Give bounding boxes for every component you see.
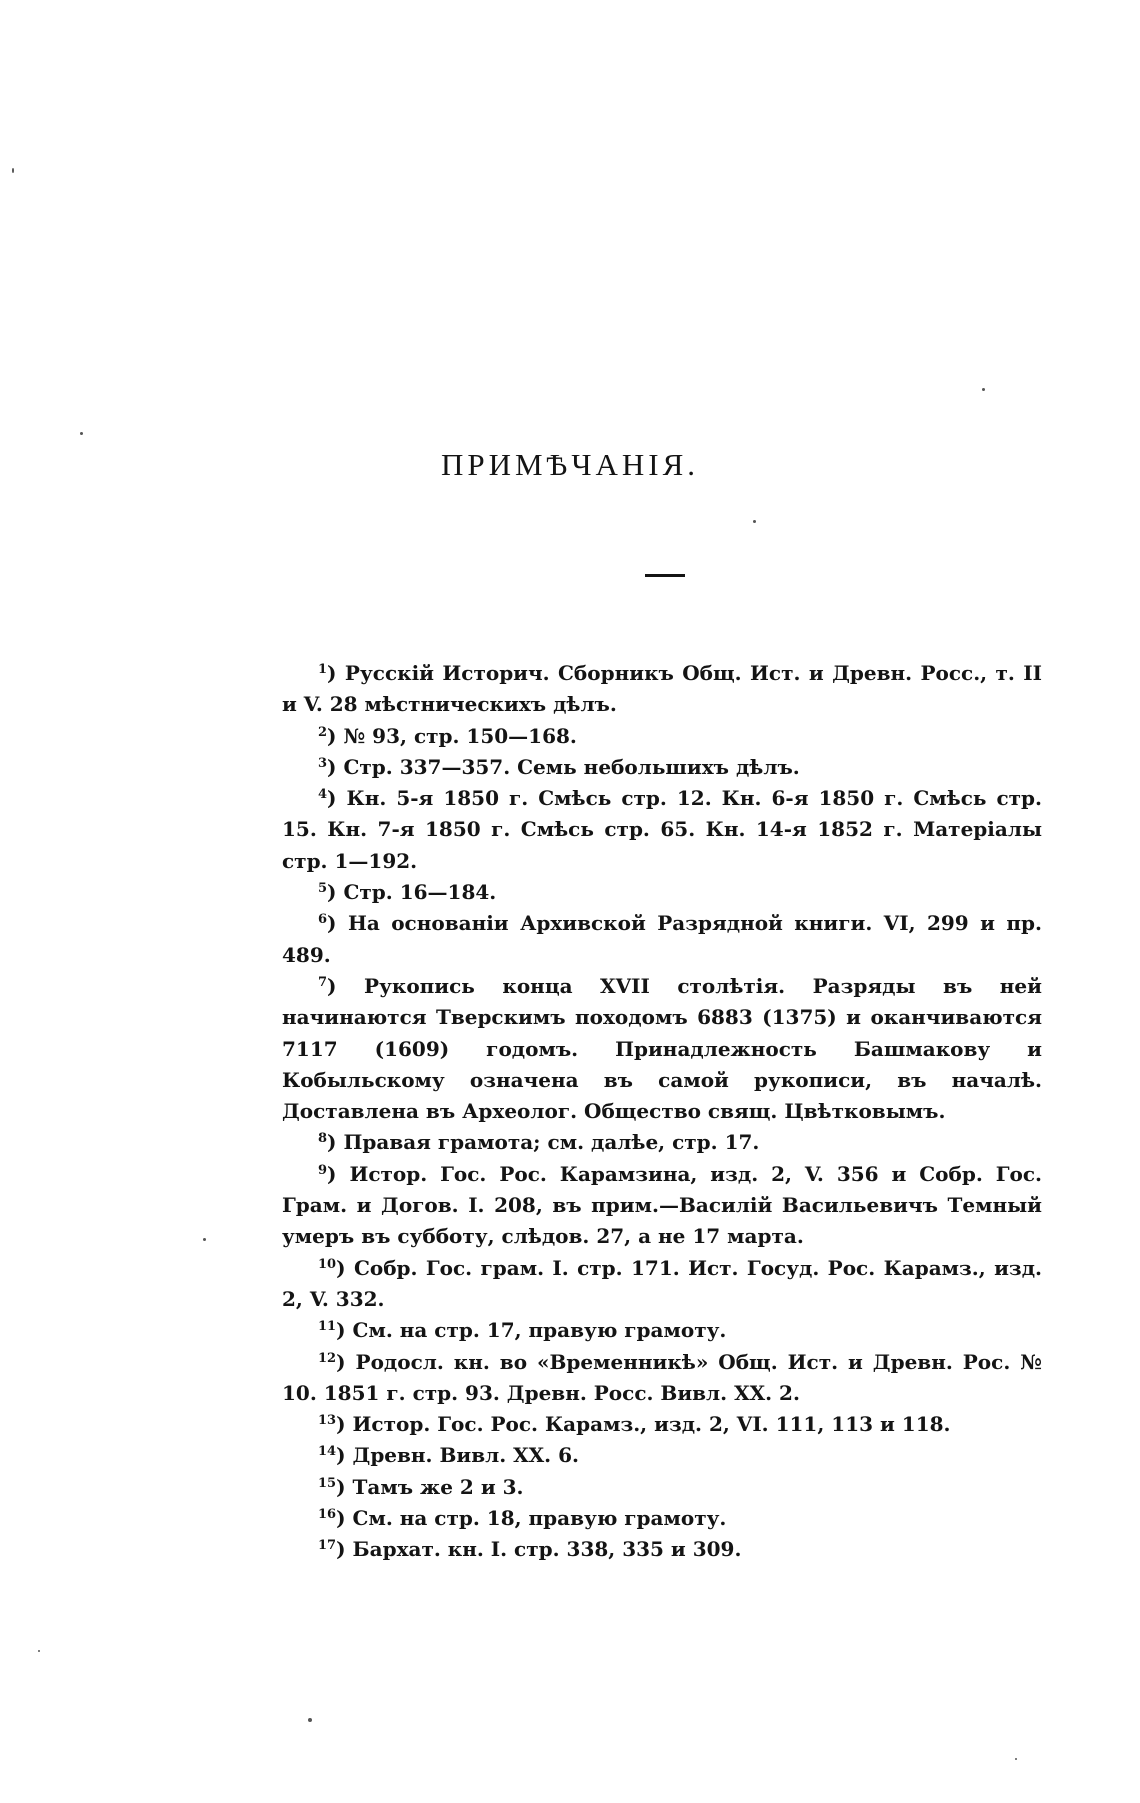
- note-text: Рукопись конца XVII столѣтія. Разряды въ ней начинаются Тверскимъ походомъ 6883 (1375) и оканчиваются 7117 (1609) годомъ. Принадлежность Башмакову и Кобыльскому означена въ самой рукописи, въ началѣ. Доставлена въ Археолог. Общество свящ. Цвѣтковымъ.: [282, 973, 1042, 1124]
- note-number: 9: [318, 1162, 328, 1178]
- scan-speck: [1015, 1758, 1017, 1760]
- note-13: $^{13}$) Истор. Гос. Рос. Карамз., изд. 2, VI. 111, 113 и 118.: [318, 1412, 951, 1437]
- note-number: 11: [318, 1319, 337, 1335]
- note-text: Древн. Вивл. XX. 6.: [352, 1443, 579, 1468]
- note-number: 7: [318, 974, 328, 990]
- note-text: Истор. Гос. Рос. Карамз., изд. 2, VI. 111, 113 и 118.: [352, 1412, 951, 1437]
- scan-speck: [982, 388, 985, 391]
- note-text: См. на стр. 17, правую грамоту.: [352, 1318, 727, 1343]
- note-text: Стр. 16—184.: [343, 880, 497, 905]
- note-number: 15: [318, 1475, 337, 1491]
- note-number: 1: [318, 662, 328, 677]
- note-12: $^{12}$) Родосл. кн. во «Временникѣ» Общ. Ист. и Древн. Рос. № 10. 1851 г. стр. 93. Древн. Росс. Вивл. XX. 2.: [282, 1349, 1042, 1405]
- note-text: Правая грамота; см. далѣе, стр. 17.: [343, 1130, 760, 1155]
- note-16: $^{16}$) См. на стр. 18, правую грамоту.: [318, 1506, 727, 1531]
- note-text: На основаніи Архивской Разрядной книги. VI, 299 и пр. 489.: [282, 911, 1042, 967]
- note-text: Собр. Гос. грам. I. стр. 171. Ист. Госуд. Рос. Карамз., изд. 2, V. 332.: [282, 1255, 1042, 1311]
- note-number: 2: [318, 724, 328, 740]
- note-number: 14: [318, 1444, 337, 1460]
- note-number: 6: [318, 912, 328, 928]
- note-2: $^2$) № 93, стр. 150—168.: [318, 723, 577, 748]
- scan-speck: [38, 1650, 40, 1652]
- notes-list: [282, 658, 1042, 1566]
- scan-speck: [308, 1718, 312, 1722]
- note-number: 3: [318, 755, 328, 771]
- note-text: Кн. 5-я 1850 г. Смѣсь стр. 12. Кн. 6-я 1850 г. Смѣсь стр. 15. Кн. 7-я 1850 г. Смѣсь стр. 65. Кн. 14-я 1852 г. Матеріалы стр. 1—192.: [282, 786, 1043, 873]
- note-text: Стр. 337—357. Семь небольшихъ дѣлъ.: [343, 754, 800, 779]
- note-4: $^4$) Кн. 5-я 1850 г. Смѣсь стр. 12. Кн. 6-я 1850 г. Смѣсь стр. 15. Кн. 7-я 1850 г. Смѣсь стр. 65. Кн. 14-я 1852 г. Матеріалы стр. 1—192.: [282, 786, 1043, 873]
- note-15: $^{15}$) Тамъ же 2 и 3.: [318, 1474, 524, 1499]
- note-text: См. на стр. 18, правую грамоту.: [352, 1506, 727, 1531]
- note-7: $^7$) Рукопись конца XVII столѣтія. Разряды въ ней начинаются Тверскимъ походомъ 6883 (1375) и оканчиваются 7117 (1609) годомъ. Принадлежность Башмакову и Кобыльскому означена въ самой рукописи, въ началѣ. Доставлена въ Археолог. Общество свящ. Цвѣтковымъ.: [282, 973, 1042, 1124]
- note-number: 16: [318, 1507, 337, 1523]
- scan-speck: [12, 168, 14, 173]
- note-1: $^1$) Русскій Историч. Сборникъ Общ. Ист. и Древн. Росс., т. II и V. 28 мѣстническихъ дѣлъ.: [282, 661, 1042, 717]
- note-6: $^6$) На основаніи Архивской Разрядной книги. VI, 299 и пр. 489.: [282, 911, 1042, 967]
- note-number: 4: [318, 787, 328, 803]
- scan-speck: [753, 520, 756, 523]
- note-text: Родосл. кн. во «Временникѣ» Общ. Ист. и Древн. Рос. № 10. 1851 г. стр. 93. Древн. Росс. Вивл. XX. 2.: [282, 1349, 1042, 1405]
- note-11: $^{11}$) См. на стр. 17, правую грамоту.: [318, 1318, 727, 1343]
- note-text: Русскій Историч. Сборникъ Общ. Ист. и Древн. Росс., т. II и V. 28 мѣстническихъ дѣлъ.: [282, 661, 1042, 717]
- note-number: 10: [318, 1256, 337, 1272]
- note-text: Бархат. кн. I. стр. 338, 335 и 309.: [352, 1537, 742, 1562]
- note-text: Тамъ же 2 и 3.: [352, 1474, 524, 1499]
- note-5: $^5$) Стр. 16—184.: [318, 880, 497, 905]
- note-14: $^{14}$) Древн. Вивл. XX. 6.: [318, 1443, 579, 1468]
- note-number: 17: [318, 1538, 337, 1554]
- note-17: $^{17}$) Бархат. кн. I. стр. 338, 335 и 309.: [318, 1537, 742, 1562]
- note-8: $^8$) Правая грамота; см. далѣе, стр. 17.: [318, 1130, 760, 1155]
- note-9: $^9$) Истор. Гос. Рос. Карамзина, изд. 2, V. 356 и Собр. Гос. Грам. и Догов. I. 208, въ прим.—Василій Васильевичъ Темный умеръ въ субботу, слѣдов. 27, а не 17 марта.: [282, 1161, 1042, 1249]
- page-title: ПРИМѢЧАНІЯ.: [440, 447, 700, 482]
- note-3: $^3$) Стр. 337—357. Семь небольшихъ дѣлъ.: [318, 754, 800, 779]
- note-number: 5: [318, 881, 328, 897]
- note-number: 13: [318, 1413, 337, 1429]
- note-10: $^{10}$) Собр. Гос. грам. I. стр. 171. Ист. Госуд. Рос. Карамз., изд. 2, V. 332.: [282, 1255, 1042, 1311]
- scan-speck: [203, 1238, 206, 1241]
- scan-speck: [80, 432, 83, 435]
- note-text: № 93, стр. 150—168.: [343, 723, 577, 748]
- note-text: Истор. Гос. Рос. Карамзина, изд. 2, V. 356 и Собр. Гос. Грам. и Догов. I. 208, въ прим.—Василій Васильевичъ Темный умеръ въ субботу, слѣдов. 27, а не 17 марта.: [282, 1161, 1042, 1249]
- note-number: 12: [318, 1350, 337, 1366]
- title-divider: [645, 574, 685, 577]
- note-number: 8: [318, 1131, 328, 1147]
